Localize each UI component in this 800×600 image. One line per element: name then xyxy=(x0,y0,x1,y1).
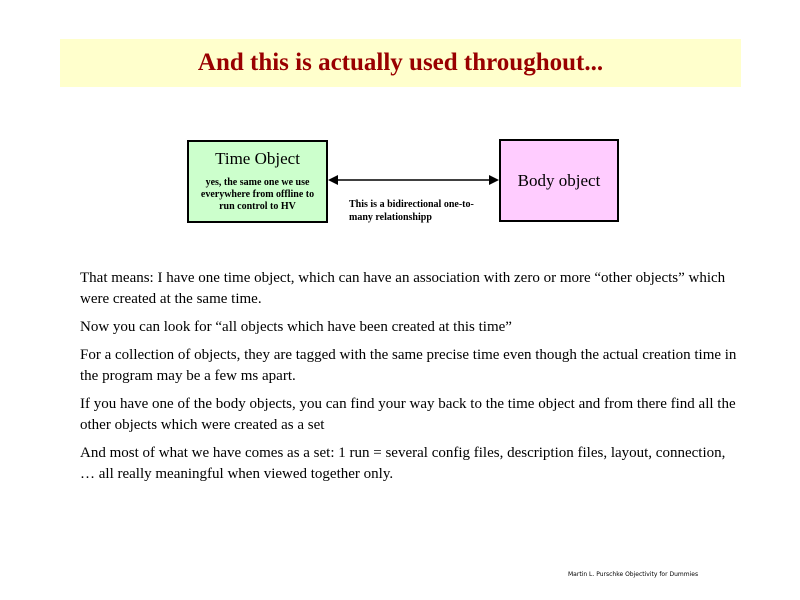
body-object-label: Body object xyxy=(517,170,601,190)
time-object-label: Time Object xyxy=(215,149,300,168)
slide-title: And this is actually used throughout... xyxy=(197,49,604,76)
paragraph: For a collection of objects, they are tagged with the same precise time even though the actual creation time in the program may be a few ms apart. xyxy=(80,347,737,384)
paragraph: And most of what we have comes as a set: 1 run = several config files, description files, layout, connection, … all really meaningful when viewed together only. xyxy=(80,445,726,482)
time-object-box xyxy=(187,140,328,223)
body-object-box xyxy=(499,139,619,222)
time-object-note: yes, the same one we use everywhere from offline to run control to HV xyxy=(200,177,315,212)
paragraph: That means: I have one time object, which can have an association with zero or more “other objects” which were created at the same time. xyxy=(80,270,726,307)
paragraph: If you have one of the body objects, you can find your way back to the time object and from there find all the other objects which were created as a set xyxy=(80,396,736,433)
paragraph: Now you can look for “all objects which have been created at this time” xyxy=(80,319,512,335)
slide-body xyxy=(80,268,740,492)
bidirectional-arrow-icon xyxy=(328,172,499,188)
footer-credit: Martin L. Purschke Objectivity for Dummies xyxy=(568,571,699,578)
title-banner xyxy=(60,39,741,87)
relationship-note: This is a bidirectional one-to-many relationshipp xyxy=(349,199,474,223)
